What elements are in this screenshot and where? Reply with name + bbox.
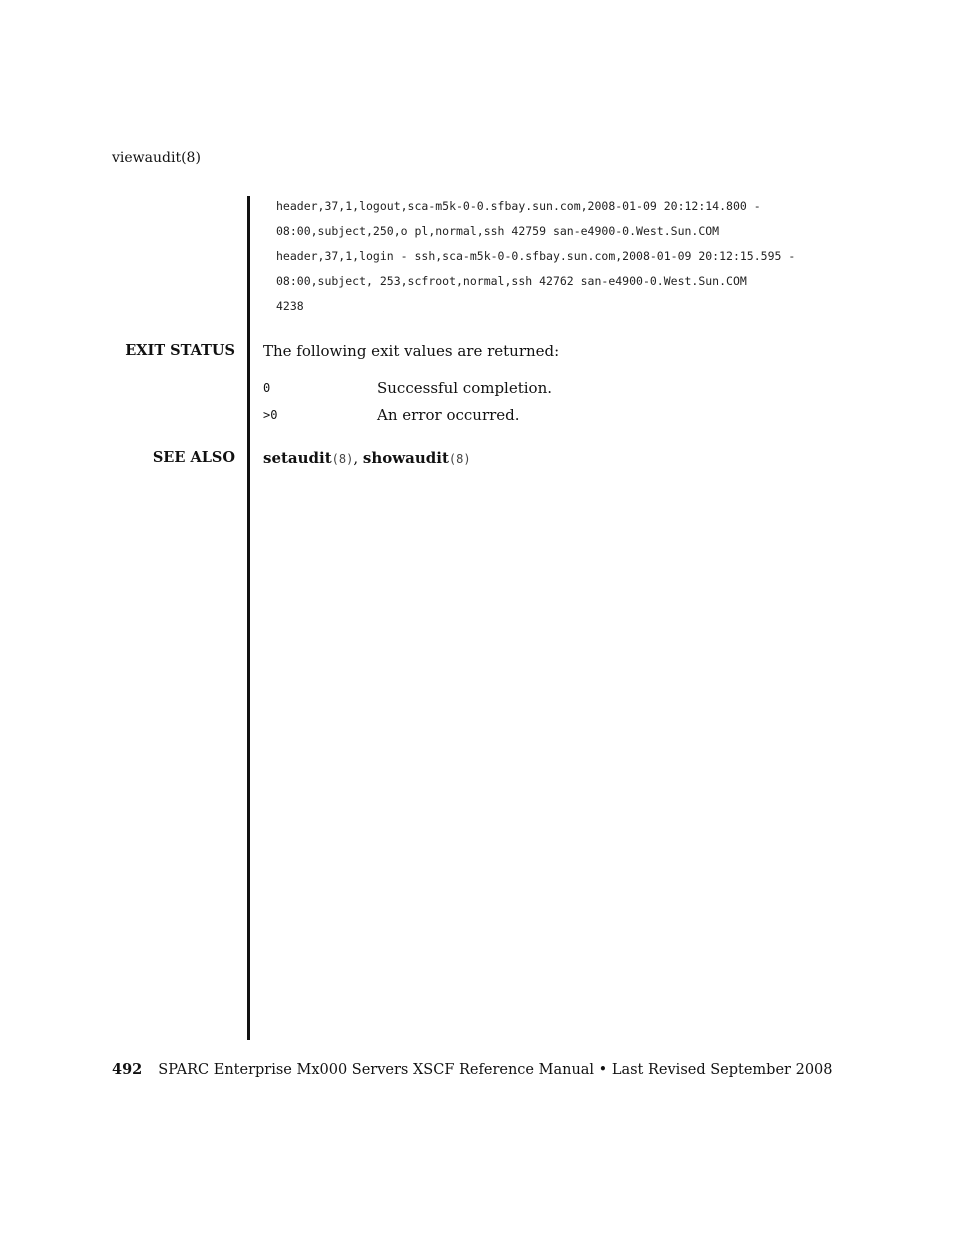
reference-link-showaudit[interactable] (363, 449, 471, 467)
exit-status-intro: The following exit values are returned: (263, 342, 560, 360)
example-output (276, 196, 876, 321)
exit-value-row (263, 379, 823, 399)
reference-name: setaudit (263, 449, 332, 467)
code-line: header,37,1,login - ssh,sca-m5k-0-0.sfbay.sun.com,2008-01-09 20:12:15.595 - (276, 249, 796, 263)
exit-code: >0 (263, 408, 278, 422)
exit-value-row (263, 406, 823, 426)
vertical-rule (247, 196, 250, 1040)
footer-text: SPARC Enterprise Mx000 Servers XSCF Reference Manual • Last Revised September 2008 (158, 1062, 833, 1078)
code-line: 08:00,subject, 253,scfroot,normal,ssh 42762 san-e4900-0.West.Sun.COM (276, 274, 747, 288)
exit-description: Successful completion. (377, 379, 553, 397)
page-footer (112, 1061, 833, 1079)
exit-code: 0 (263, 381, 271, 395)
see-also-heading: SEE ALSO (152, 449, 235, 466)
exit-description: An error occurred. (377, 406, 520, 424)
running-head: viewaudit(8) (112, 150, 201, 166)
reference-section: (8) (331, 452, 354, 466)
code-line: 08:00,subject,250,o pl,normal,ssh 42759 san-e4900-0.West.Sun.COM (276, 224, 720, 238)
code-line: header,37,1,logout,sca-m5k-0-0.sfbay.sun.com,2008-01-09 20:12:14.800 - (276, 199, 761, 213)
see-also-references (263, 449, 471, 468)
reference-name: showaudit (362, 449, 449, 467)
reference-section: (8) (448, 452, 471, 466)
reference-separator: , (353, 449, 363, 467)
code-line: 4238 (276, 299, 304, 313)
page-number: 492 (112, 1061, 143, 1078)
exit-status-heading: EXIT STATUS (125, 342, 235, 359)
reference-link-setaudit[interactable] (263, 449, 353, 467)
